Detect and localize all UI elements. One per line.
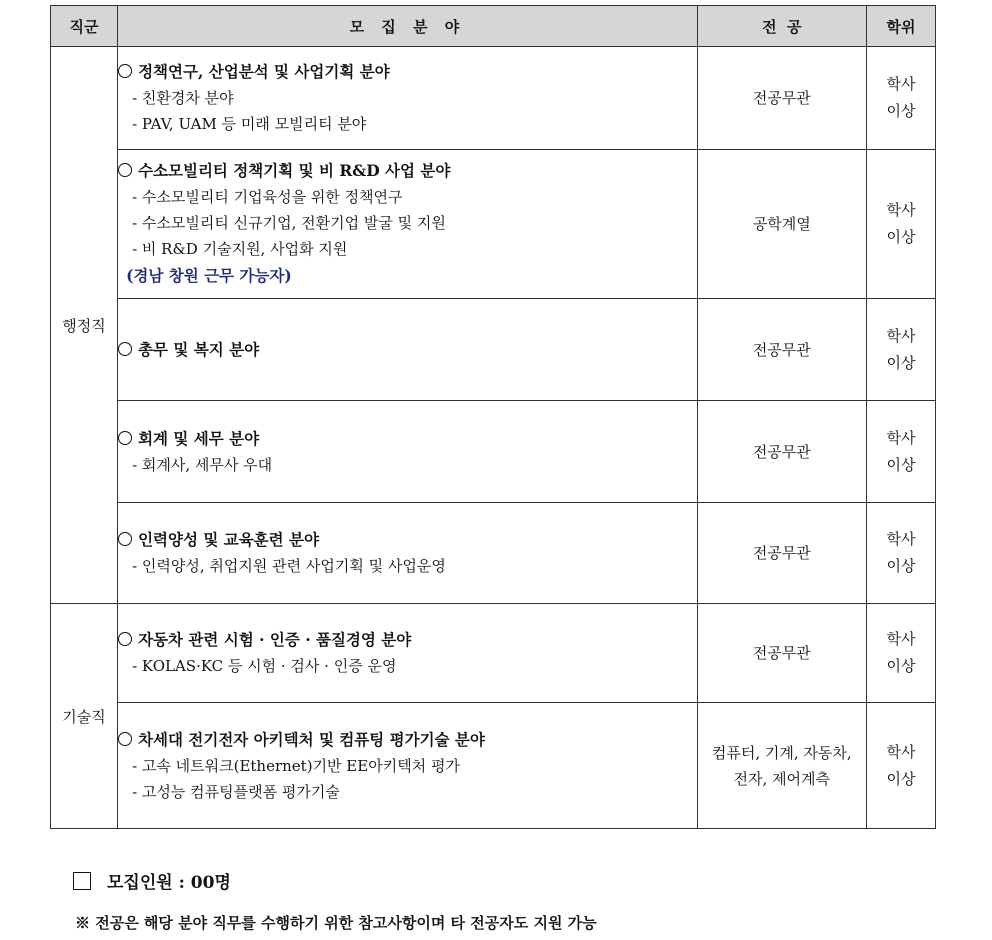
field-title bbox=[118, 59, 697, 85]
degree-text: 이상 bbox=[886, 102, 916, 120]
location-note: (경남 창원 근무 가능자) bbox=[126, 266, 292, 285]
table-row bbox=[51, 47, 936, 150]
major-cell bbox=[697, 703, 866, 829]
degree-text: 이상 bbox=[886, 557, 916, 575]
degree-cell bbox=[866, 401, 935, 503]
degree-cell bbox=[866, 150, 935, 299]
table-row bbox=[51, 401, 936, 503]
field-cell bbox=[118, 503, 698, 604]
degree-text: 이상 bbox=[886, 769, 916, 788]
major-text: 전공무관 bbox=[752, 644, 811, 662]
major-text: 전공무관 bbox=[752, 442, 811, 461]
degree-text: 이상 bbox=[886, 353, 916, 372]
header-degree: 학위 bbox=[866, 6, 935, 47]
recruit-count-text: 모집인원 : 00명 bbox=[107, 873, 231, 893]
field-detail: - 친환경차 분야 bbox=[132, 89, 234, 107]
field-title-text: 차세대 전기전자 아키텍처 및 컴퓨팅 평가기술 분야 bbox=[138, 729, 485, 749]
field-cell bbox=[118, 299, 698, 401]
recruitment-table bbox=[50, 5, 936, 829]
field-detail: - 수소모빌리티 신규기업, 전환기업 발굴 및 지원 bbox=[132, 214, 446, 232]
circle-bullet-icon bbox=[118, 532, 132, 546]
major-text: 전공무관 bbox=[752, 544, 811, 562]
field-title-text: 총무 및 복지 분야 bbox=[138, 339, 260, 359]
header-major: 전 공 bbox=[697, 6, 866, 47]
major-text: 컴퓨터, 기계, 자동차, bbox=[711, 743, 852, 762]
field-detail: - 비 R&D 기술지원, 사업화 지원 bbox=[132, 240, 348, 258]
field-cell bbox=[118, 703, 698, 829]
major-cell bbox=[697, 401, 866, 503]
table-row bbox=[51, 150, 936, 299]
circle-bullet-icon bbox=[118, 163, 132, 177]
major-cell bbox=[697, 604, 866, 703]
field-detail: - KOLAS·KC 등 시험 · 검사 · 인증 운영 bbox=[132, 657, 397, 675]
degree-text: 학사 bbox=[886, 630, 916, 648]
field-cell bbox=[118, 604, 698, 703]
field-detail: - PAV, UAM 등 미래 모빌리티 분야 bbox=[132, 115, 367, 133]
degree-cell bbox=[866, 503, 935, 604]
table-row bbox=[51, 503, 936, 604]
field-title bbox=[118, 158, 697, 184]
field-title-text: 인력양성 및 교육훈련 분야 bbox=[138, 530, 319, 549]
table-header-row bbox=[51, 6, 936, 47]
degree-text: 이상 bbox=[886, 657, 916, 675]
degree-text: 이상 bbox=[886, 228, 916, 246]
circle-bullet-icon bbox=[118, 431, 132, 445]
degree-text: 학사 bbox=[886, 326, 916, 345]
major-cell bbox=[697, 150, 866, 299]
major-cell bbox=[697, 503, 866, 604]
field-title bbox=[118, 627, 697, 653]
field-detail: - 고속 네트워크(Ethernet)기반 EE아키텍처 평가 bbox=[132, 756, 460, 775]
field-cell bbox=[118, 150, 698, 299]
major-cell bbox=[697, 299, 866, 401]
degree-cell bbox=[866, 47, 935, 150]
field-title bbox=[118, 527, 697, 553]
major-text: 전자, 제어계측 bbox=[733, 769, 831, 788]
degree-text: 학사 bbox=[886, 530, 916, 548]
job-group-cell: 행정직 bbox=[51, 47, 118, 604]
degree-text: 이상 bbox=[886, 455, 916, 474]
field-title-text: 자동차 관련 시험 · 인증 · 품질경영 분야 bbox=[138, 630, 412, 649]
field-detail: - 고성능 컴퓨팅플랫폼 평가기술 bbox=[132, 782, 340, 801]
table-row bbox=[51, 299, 936, 401]
field-title bbox=[118, 727, 697, 753]
degree-cell bbox=[866, 703, 935, 829]
circle-bullet-icon bbox=[118, 632, 132, 646]
field-detail: - 인력양성, 취업지원 관련 사업기획 및 사업운영 bbox=[132, 557, 446, 575]
degree-cell bbox=[866, 299, 935, 401]
field-detail: - 수소모빌리티 기업육성을 위한 정책연구 bbox=[132, 188, 403, 206]
field-title bbox=[118, 426, 697, 452]
job-group-cell: 기술직 bbox=[51, 604, 118, 829]
field-title-text: 정책연구, 산업분석 및 사업기획 분야 bbox=[138, 62, 390, 81]
field-cell bbox=[118, 47, 698, 150]
table-row bbox=[51, 703, 936, 829]
degree-text: 학사 bbox=[886, 428, 916, 447]
field-title bbox=[118, 337, 697, 363]
circle-bullet-icon bbox=[118, 732, 132, 746]
circle-bullet-icon bbox=[118, 342, 132, 356]
major-text: 전공무관 bbox=[752, 89, 811, 107]
circle-bullet-icon bbox=[118, 64, 132, 78]
field-title-text: 수소모빌리티 정책기획 및 비 R&D 사업 분야 bbox=[138, 161, 451, 180]
major-cell bbox=[697, 47, 866, 150]
table-row bbox=[51, 604, 936, 703]
degree-text: 학사 bbox=[886, 742, 916, 761]
major-text: 공학계열 bbox=[752, 215, 811, 233]
degree-text: 학사 bbox=[886, 75, 916, 93]
header-type: 직군 bbox=[51, 6, 118, 47]
major-text: 전공무관 bbox=[752, 340, 811, 359]
degree-cell bbox=[866, 604, 935, 703]
checkbox-square-icon bbox=[73, 872, 91, 890]
field-title-text: 회계 및 세무 분야 bbox=[138, 428, 260, 448]
field-cell bbox=[118, 401, 698, 503]
degree-text: 학사 bbox=[886, 201, 916, 219]
field-detail: - 회계사, 세무사 우대 bbox=[132, 455, 273, 474]
recruit-count bbox=[73, 868, 231, 893]
major-notice: ※ 전공은 해당 분야 직무를 수행하기 위한 참고사항이며 타 전공자도 지원 가능 bbox=[75, 914, 597, 932]
header-field: 모 집 분 야 bbox=[118, 6, 698, 47]
